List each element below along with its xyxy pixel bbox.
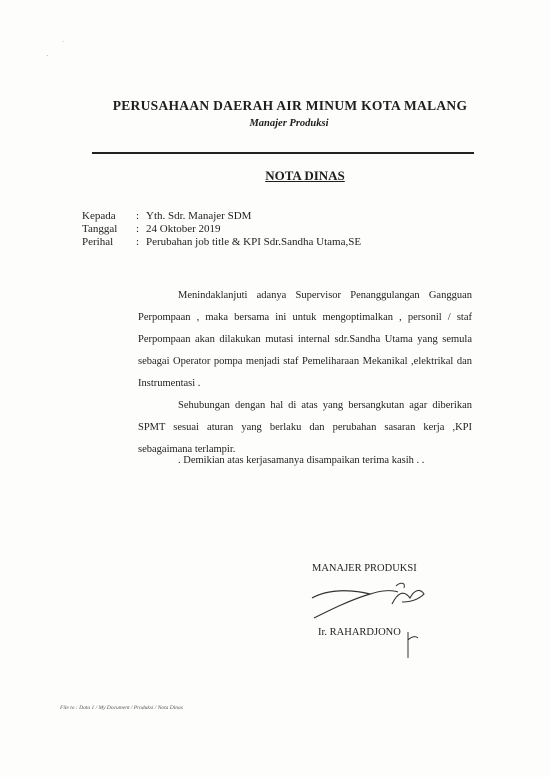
meta-colon: :: [136, 210, 140, 222]
handwritten-signature: [300, 578, 440, 658]
body-paragraph: Sehubungan dengan hal di atas yang bersangkutan agar diberikan SPMT sesuai aturan yang berlaku dan perubahan sasaran kerja ,KPI sebagaimana terlampir.: [138, 400, 472, 455]
body-paragraph: Menindaklanjuti adanya Supervisor Penanggulangan Gangguan Perpompaan , maka bersama ini untuk mengoptimalkan , personil / staf Perpompaan akan dilakukan mutasi internal sdr.Sandha Utama yang semula sebagai Operator pompa menjadi staf Pemeliharaan Mekanikal ,elektrikal dan Instrumentasi .: [138, 290, 472, 389]
closing-line: . Demikian atas kerjasamanya disampaikan terima kasih . .: [178, 455, 425, 466]
meta-value: Perubahan job title & KPI Sdr.Sandha Utama,SE: [146, 236, 362, 248]
scan-speck: ·: [46, 52, 49, 60]
memo-body: [138, 285, 472, 461]
meta-colon: :: [136, 223, 140, 235]
meta-label: Tanggal: [82, 223, 118, 235]
letterhead: [0, 98, 550, 129]
meta-colon: :: [136, 236, 140, 248]
memo-meta: [82, 210, 361, 249]
signatory-name: Ir. RAHARDJONO: [318, 627, 401, 638]
meta-label: Perihal: [82, 236, 114, 248]
meta-row-subject: [82, 236, 361, 249]
document-title: NOTA DINAS: [265, 168, 345, 183]
signatory-title: MANAJER PRODUKSI: [312, 563, 417, 574]
scan-speck: ˙: [62, 40, 65, 48]
meta-value: 24 Oktober 2019: [146, 223, 221, 235]
organization-name: PERUSAHAAN DAERAH AIR MINUM KOTA MALANG: [112, 98, 468, 113]
meta-value: Yth. Sdr. Manajer SDM: [146, 210, 252, 222]
meta-row-to: [82, 210, 361, 223]
department-name: Manajer Produksi: [249, 118, 329, 129]
meta-row-date: [82, 223, 361, 236]
header-divider: [92, 152, 474, 154]
file-path-footer: File to : Data 1 / My Document / Produksi / Nota Dinas: [60, 705, 183, 711]
meta-label: Kepada: [82, 210, 116, 222]
